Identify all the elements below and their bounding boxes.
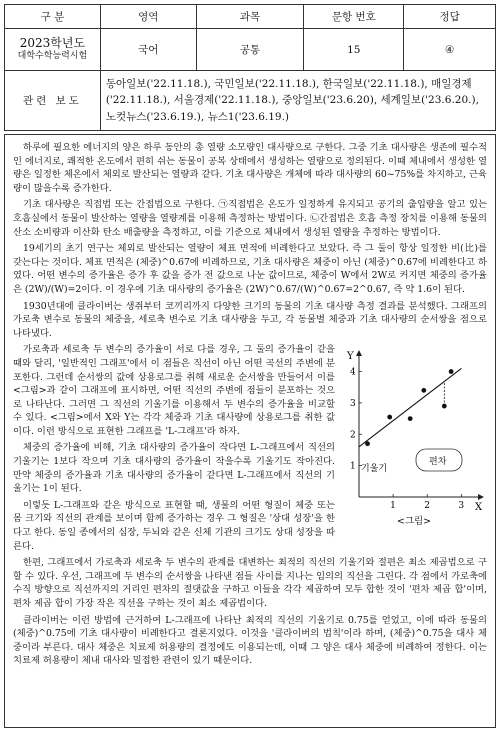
y-axis-label: Y bbox=[347, 351, 354, 363]
exam-name bbox=[5, 29, 101, 71]
x-tick-label: 2 bbox=[424, 501, 430, 512]
x-tick-label: 1 bbox=[390, 501, 396, 512]
deviation-label: 편차 bbox=[429, 457, 447, 468]
header-subject: 과목 bbox=[196, 5, 304, 29]
passage-paragraph: 클라이버는 이런 방법에 근거하여 L-그래프에 나타난 최적의 직선의 기울기로 0.75를 얻었고, 이에 따라 동물의 (체중)^0.75에 기초 대사량이 비례한다고 결론지었다. 이것을 '클라이버의 법칙'이라 하며, (체중)^0.75을 대사 체중이라 부른다. 대사 체중은 치료제 허용량의 결정에도 이용되는데, 이때 그 양은 대사 체중에 비례하여 정한다. 이는 치료제 허용량이 체내 대사와 밀접한 관련이 있기 때문이다. bbox=[13, 614, 487, 667]
x-tick-label: 3 bbox=[458, 501, 465, 512]
y-tick-label: 2 bbox=[350, 430, 356, 441]
passage-paragraph: 19세기의 초기 연구는 체외로 발산되는 열량이 체표 면적에 비례한다고 보았다. 즉 그 둘이 항상 일정한 비(比)를 갖는다는 것이다. 체표 면적은 (체중)^0.67에 비례하므로, 기초 대사량은 체중이 아닌 (체중)^0.67에 비례한다고 하였다. 어떤 변수의 증가율은 증가 후 값을 증가 전 값으로 나눈 값이므로, 체중이 W에서 2W로 커지면 체중의 증가율은 (2W)/(W)=2이다. 이 경우에 기초 대사량의 증가율은 (2W)^0.67/(W)^0.67=2^0.67, 즉 약 1.6이 된다. bbox=[13, 243, 487, 295]
data-point bbox=[408, 417, 413, 422]
reading-passage bbox=[4, 134, 496, 728]
exam-year: 2023학년도 bbox=[19, 36, 86, 51]
l-graph-chart bbox=[341, 347, 487, 513]
x-axis-label: X bbox=[475, 502, 483, 514]
y-tick-label: 4 bbox=[350, 367, 356, 378]
y-tick-label: 3 bbox=[350, 399, 356, 410]
data-point bbox=[421, 388, 426, 393]
passage-paragraph: 한편, 그래프에서 가로축과 세로축 두 변수의 관계를 대변하는 최적의 직선의 기울기와 절편은 최소 제곱법으로 구할 수 있다. 우선, 그래프에 두 변수의 순서쌍을 나타낸 점들 사이를 지나는 임의의 직선을 그린다. 각 점에서 가로축에 수직 방향으로 직선까지의 거리인 편차의 절댓값을 구하고 이들을 각각 제곱하여 모두 합한 것이 '편차 제곱 합'이며, 편차 제곱 합이 가장 작은 직선을 구하는 것이 최소 제곱법이다. bbox=[13, 557, 487, 609]
exam-area: 국어 bbox=[100, 29, 196, 71]
header-category: 구 분 bbox=[5, 5, 101, 29]
data-point bbox=[449, 369, 454, 374]
passage-paragraph: 가로축과 세로축 두 변수의 증가율이 서로 다를 경우, 그 둘의 증가율이 같을 때와 달리, '일반적인 그래프'에서 이 점들은 직선이 아닌 어떤 곡선의 주변에 분포한다. 그런데 순서쌍의 값에 상용로그를 취해 새로운 순서쌍을 만들어서 이를 <그림>과 같이 그래프에 표시하면, 어떤 직선의 주변에 점들이 분포하는 것으로 나타난다. 그러면 그 직선의 기울기를 이용해서 두 변수의 증가율을 비교할 수 있다. <그림>에서 X와 Y는 각각 체중과 기초 대사량에 상용로그를 취한 값이다. 이런 방식으로 표현한 그래프를 'L-그래프'라 하자. bbox=[13, 344, 335, 437]
news-label: 관련 보도 bbox=[5, 71, 101, 131]
figure-caption: <그림> bbox=[396, 516, 432, 528]
exam-answer: ④ bbox=[404, 29, 496, 71]
exam-info-table bbox=[4, 4, 496, 131]
news-list: 동아일보('22.11.18.), 국민일보('22.11.18.), 한국일보('22.11.18.), 매일경제('22.11.18.), 서울경제('22.11.18.), 중앙일보('23.6.20), 세계일보('23.6.20.), 노컷뉴스('23.6.19.), 뉴스1('23.6.19.) bbox=[100, 71, 495, 131]
slope-label: 기울기 bbox=[361, 464, 388, 475]
passage-paragraph: 기초 대사량은 직접법 또는 간접법으로 구한다. ㉠직접법은 온도가 일정하게 유지되고 공기의 출입량을 알고 있는 호흡실에서 동물이 발산하는 열량을 열량계를 이용해 측정하는 방법이다. ㉡간접법은 호흡 측정 장치를 이용해 동물의 산소 소비량과 이산화 탄소 배출량을 측정하고, 이를 기준으로 체내에서 생성된 열량을 추정하는 방법이다. bbox=[13, 199, 487, 238]
passage-paragraph: 이렇듯 L-그래프와 같은 방식으로 표현할 때, 생물의 어떤 형질이 체중 또는 몸 크기와 직선의 관계를 보이며 함께 증가하는 경우 그 형질은 '상대 성장'을 한다고 한다. 동일 종에서의 심장, 두뇌와 같은 신체 기관의 크기도 상대 성장을 따른다. bbox=[13, 499, 335, 552]
passage-paragraph: 하루에 필요한 에너지의 양은 하루 동안의 총 열량 소모량인 대사량으로 구한다. 그중 기초 대사량은 생존에 필수적인 에너지로, 쾌적한 온도에서 편히 쉬는 동물이 공복 상태에서 생성하는 열량으로 정의된다. 이때 체내에서 생성한 열량은 일정한 체온에서 체외로 발산되는 열량과 같다. 기초 대사량은 개체에 따라 대사량의 60~75%를 차지하고, 근육량이 많을수록 증가한다. bbox=[13, 142, 487, 194]
y-tick-label: 1 bbox=[350, 461, 356, 472]
exam-question-no: 15 bbox=[304, 29, 404, 71]
data-point bbox=[387, 415, 392, 420]
header-question-no: 문항 번호 bbox=[304, 5, 404, 29]
exam-subject: 공통 bbox=[196, 29, 304, 71]
figure-l-graph bbox=[341, 347, 487, 527]
header-answer: 정답 bbox=[404, 5, 496, 29]
passage-paragraph: 체중의 증가율에 비해, 기초 대사량의 증가율이 작다면 L-그래프에서 직선의 기울기는 1보다 작으며 기초 대사량의 증가율이 작을수록 기울기도 작아진다. 만약 체중의 증가율과 기초 대사량의 증가율이 같다면 L-그래프에서 직선의 기울기는 1이 된다. bbox=[13, 442, 335, 495]
data-point bbox=[365, 442, 370, 447]
header-area: 영역 bbox=[100, 5, 196, 29]
passage-paragraph: 1930년대에 클라이버는 생쥐부터 코끼리까지 다양한 크기의 동물의 기초 대사량 측정 결과를 분석했다. 그래프의 가로축 변수로 동물의 체중을, 세로축 변수로 기초 대사량을 두고, 각 동물별 체중과 기초 대사량의 순서쌍을 점으로 나타냈다. bbox=[13, 300, 487, 339]
exam-title: 대학수학능력시험 bbox=[17, 51, 88, 62]
